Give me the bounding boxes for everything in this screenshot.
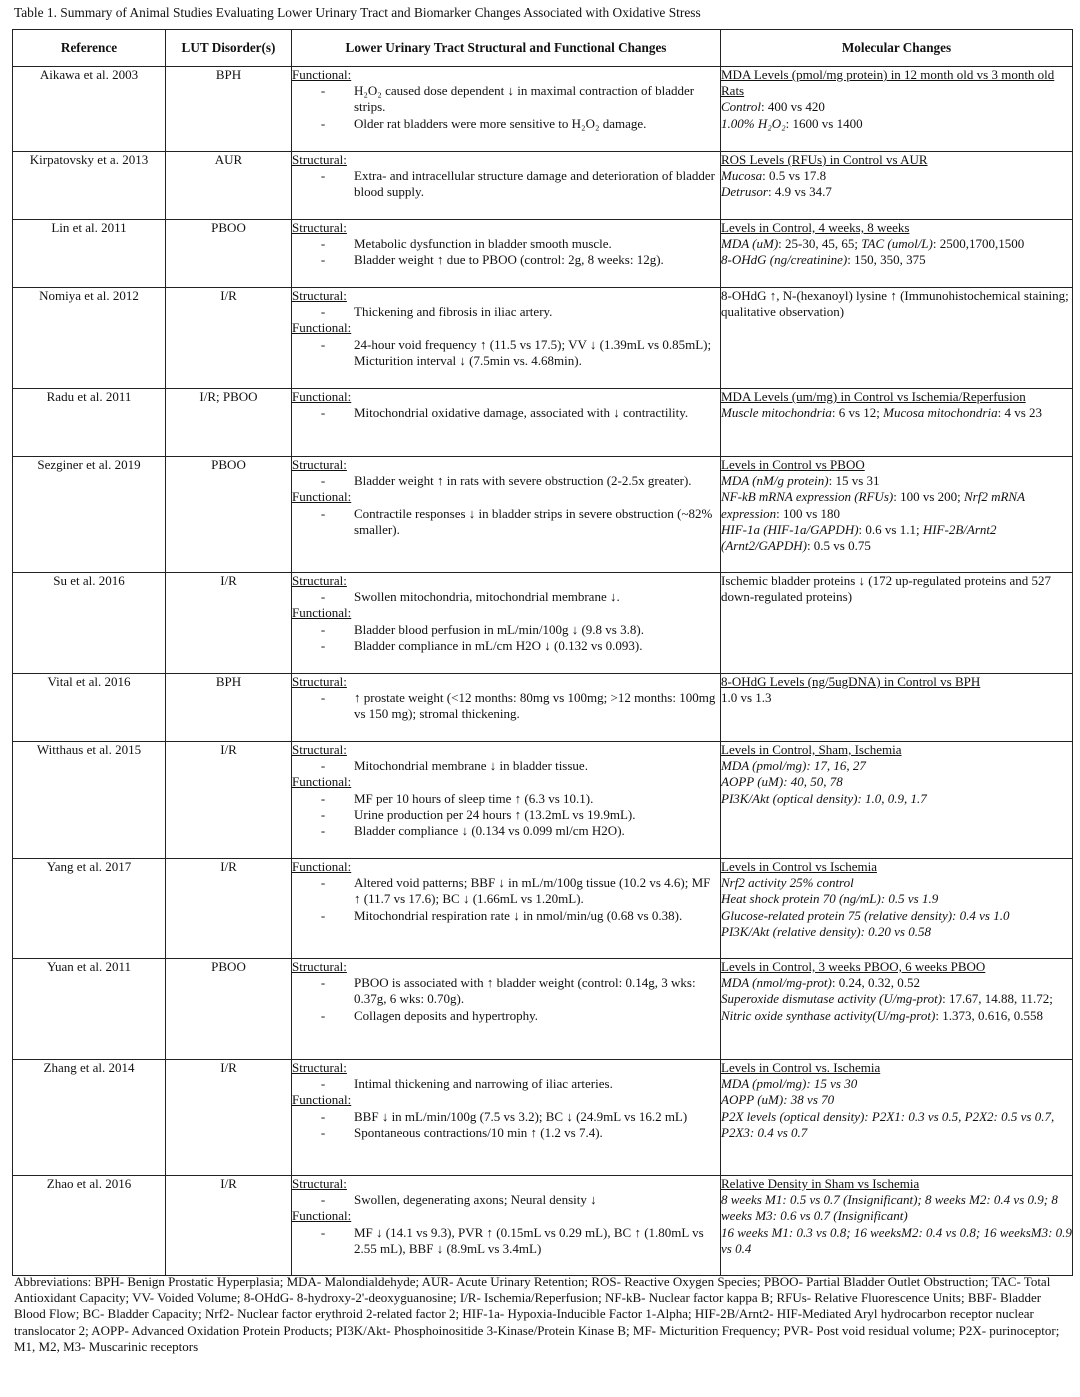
molecular-text: 8-OHdG (ng/creatinine) — [721, 252, 848, 268]
functional-bullet-text: Mitochondrial oxidative damage, associated with ↓ contractility. — [354, 405, 689, 421]
molecular-text: : 100 vs 200; — [893, 489, 965, 505]
molecular-line — [721, 1109, 1072, 1141]
structural-bullet-text: Metabolic dysfunction in bladder smooth muscle. — [354, 236, 612, 252]
molecular-changes-cell — [721, 220, 1073, 288]
functional-bullet — [292, 405, 720, 421]
structural-label: Structural: — [292, 220, 347, 235]
table-row — [13, 742, 1073, 859]
bullet-dash: - — [320, 304, 326, 320]
bullet-dash: - — [320, 621, 326, 637]
reference-cell: Su et al. 2016 — [13, 573, 166, 674]
molecular-line — [721, 116, 1072, 132]
molecular-changes-cell — [721, 573, 1073, 674]
functional-bullet — [292, 791, 720, 807]
functional-bullet — [292, 807, 720, 823]
bullet-dash: - — [320, 1192, 326, 1208]
molecular-text: Heat shock protein 70 (ng/mL): 0.5 vs 1.9 — [721, 891, 939, 907]
bullet-dash: - — [320, 690, 326, 706]
reference-cell: Kirpatovsky et a. 2013 — [13, 152, 166, 220]
bullet-dash: - — [320, 875, 326, 891]
functional-bullet — [292, 1109, 720, 1125]
functional-bullet — [292, 1225, 720, 1257]
molecular-text: MDA (pmol/mg): 17, 16, 27 — [721, 758, 866, 774]
bullet-dash: - — [320, 1224, 326, 1240]
table-row — [13, 152, 1073, 220]
disorder-cell: PBOO — [166, 457, 292, 573]
functional-bullet — [292, 1125, 720, 1141]
functional-bullet — [292, 908, 720, 924]
functional-bullet-text: 24-hour void frequency ↑ (11.5 vs 17.5); VV ↓ (1.39mL vs 0.85mL); Micturition interval ↓ (7.5min vs. 4.68min). — [354, 336, 712, 368]
disorder-cell: I/R — [166, 859, 292, 959]
molecular-line — [721, 1192, 1072, 1224]
structural-label: Structural: — [292, 959, 347, 974]
molecular-text: : 17.67, 14.88, 11.72; — [942, 991, 1053, 1007]
reference-cell: Yang et al. 2017 — [13, 859, 166, 959]
functional-bullet-text: Bladder compliance ↓ (0.134 vs 0.099 ml/cm H2O). — [354, 823, 625, 839]
structural-bullet — [292, 168, 720, 200]
molecular-line — [721, 791, 1072, 807]
molecular-text: Detrusor — [721, 184, 768, 200]
molecular-text: Control — [721, 99, 761, 115]
table-row — [13, 674, 1073, 742]
structural-bullet — [292, 236, 720, 252]
molecular-line — [721, 774, 1072, 790]
disorder-cell: I/R — [166, 742, 292, 859]
molecular-changes-cell — [721, 389, 1073, 457]
bullet-dash: - — [320, 637, 326, 653]
header-lut-changes: Lower Urinary Tract Structural and Functional Changes — [292, 30, 721, 67]
lut-changes-cell — [292, 152, 721, 220]
table-body — [13, 67, 1073, 1276]
table-row — [13, 1060, 1073, 1176]
functional-bullet-text: MF per 10 hours of sleep time ↑ (6.3 vs 10.1). — [354, 790, 594, 806]
molecular-text: : 2500,1700,1500 — [932, 236, 1025, 252]
molecular-line — [721, 1092, 1072, 1108]
structural-label: Structural: — [292, 742, 347, 757]
molecular-text: : 15 vs 31 — [828, 473, 880, 489]
molecular-text: : 100 vs 180 — [776, 505, 841, 521]
structural-bullet — [292, 304, 720, 320]
bullet-dash: - — [320, 336, 326, 352]
molecular-text: TAC (umol/L) — [861, 236, 933, 252]
molecular-line — [721, 991, 1072, 1023]
molecular-line — [721, 573, 1072, 605]
molecular-line — [721, 875, 1072, 891]
molecular-header: 8-OHdG Levels (ng/5ugDNA) in Control vs BPH — [721, 674, 981, 689]
bullet-dash: - — [320, 1007, 326, 1023]
molecular-text: : 25-30, 45, 65; — [778, 236, 862, 252]
reference-cell: Witthaus et al. 2015 — [13, 742, 166, 859]
structural-bullet-text: ↑ prostate weight (<12 months: 80mg vs 100mg; >12 months: 100mg vs 150 mg); stromal thickening. — [354, 690, 716, 722]
molecular-changes-cell — [721, 859, 1073, 959]
functional-bullet — [292, 875, 720, 907]
molecular-text: 8 weeks M1: 0.5 vs 0.7 (Insignificant); 8 weeks M2: 0.4 vs 0.9; 8 weeks M3: 0.6 vs 0.7 (Insignificant) — [721, 1192, 1058, 1224]
molecular-text: : 1600 vs 1400 — [785, 115, 863, 131]
functional-bullet — [292, 638, 720, 654]
structural-label: Structural: — [292, 573, 347, 588]
bullet-dash: - — [320, 907, 326, 923]
functional-bullet-text: Altered void patterns; BBF ↓ in mL/m/100g tissue (10.2 vs 4.6); MF ↑ (11.7 vs 17.6); BC ↓ (1.66mL vs 1.20mL). — [354, 875, 711, 907]
molecular-text: PI3K/Akt (relative density): 0.20 vs 0.58 — [721, 923, 931, 939]
molecular-text: : 0.5 vs 0.75 — [806, 538, 871, 554]
table-row — [13, 573, 1073, 674]
bullet-dash: - — [320, 252, 326, 268]
molecular-text: Glucose-related protein 75 (relative density): 0.4 vs 1.0 — [721, 907, 1010, 923]
molecular-text: : 4 vs 23 — [997, 405, 1043, 421]
structural-bullet-text: Bladder weight ↑ due to PBOO (control: 2g, 8 weeks: 12g). — [354, 252, 664, 268]
functional-label: Functional: — [292, 774, 352, 790]
bullet-dash: - — [320, 589, 326, 605]
functional-label: Functional: — [292, 859, 352, 874]
molecular-text: : 0.5 vs 17.8 — [762, 168, 827, 184]
functional-label: Functional: — [292, 389, 352, 404]
reference-cell: Lin et al. 2011 — [13, 220, 166, 288]
molecular-header: ROS Levels (RFUs) in Control vs AUR — [721, 152, 928, 167]
functional-bullet-text: Contractile responses ↓ in bladder strips in severe obstruction (~82% smaller). — [354, 505, 713, 537]
molecular-line — [721, 252, 1072, 268]
molecular-line — [721, 758, 1072, 774]
lut-changes-cell — [292, 1176, 721, 1276]
molecular-header: Levels in Control vs. Ischemia — [721, 1060, 881, 1075]
disorder-cell: I/R — [166, 1176, 292, 1276]
molecular-text: Nrf2 activity 25% control — [721, 875, 854, 891]
molecular-text: P2X levels (optical density): P2X1: 0.3 vs 0.5, P2X2: 0.5 vs 0.7, P2X3: 0.4 vs 0.7 — [721, 1108, 1055, 1140]
table-row — [13, 959, 1073, 1060]
reference-cell: Vital et al. 2016 — [13, 674, 166, 742]
molecular-line — [721, 473, 1072, 489]
table-row — [13, 220, 1073, 288]
functional-bullet-text: H₂O₂ caused dose dependent ↓ in maximal contraction of bladder strips. — [354, 83, 695, 115]
bullet-dash: - — [320, 1076, 326, 1092]
molecular-text: 1.0 vs 1.3 — [721, 690, 772, 706]
lut-changes-cell — [292, 67, 721, 152]
bullet-dash: - — [320, 83, 326, 99]
structural-bullet — [292, 758, 720, 774]
bullet-dash: - — [320, 473, 326, 489]
molecular-text: Muscle mitochondria — [721, 405, 832, 421]
molecular-changes-cell — [721, 457, 1073, 573]
structural-label: Structural: — [292, 152, 347, 167]
molecular-changes-cell — [721, 959, 1073, 1060]
disorder-cell: PBOO — [166, 959, 292, 1060]
functional-bullet — [292, 823, 720, 839]
molecular-line — [721, 1225, 1072, 1257]
molecular-text: MDA (nmol/mg-prot) — [721, 975, 832, 991]
bullet-dash: - — [320, 405, 326, 421]
molecular-text: : 400 vs 420 — [760, 99, 825, 115]
lut-changes-cell — [292, 573, 721, 674]
molecular-text: MDA (pmol/mg): 15 vs 30 — [721, 1076, 858, 1092]
table-row — [13, 457, 1073, 573]
molecular-changes-cell — [721, 742, 1073, 859]
bullet-dash: - — [320, 758, 326, 774]
reference-cell: Yuan et al. 2011 — [13, 959, 166, 1060]
reference-cell: Radu et al. 2011 — [13, 389, 166, 457]
molecular-text: Nrf2 mRNA expression — [721, 489, 1025, 521]
molecular-line — [721, 236, 1072, 252]
molecular-header: Levels in Control, Sham, Ischemia — [721, 742, 902, 757]
structural-bullet — [292, 1076, 720, 1092]
molecular-text: Superoxide dismutase activity (U/mg-prot) — [721, 991, 943, 1007]
molecular-changes-cell — [721, 67, 1073, 152]
reference-cell: Nomiya et al. 2012 — [13, 288, 166, 389]
functional-bullet-text: BBF ↓ in mL/min/100g (7.5 vs 3.2); BC ↓ (24.9mL vs 16.2 mL) — [354, 1108, 688, 1124]
molecular-line — [721, 288, 1072, 320]
molecular-text: Ischemic bladder proteins ↓ (172 up-regulated proteins and 527 down-regulated proteins) — [721, 573, 1051, 605]
bullet-dash: - — [320, 823, 326, 839]
reference-cell: Zhang et al. 2014 — [13, 1060, 166, 1176]
molecular-text: 8-OHdG ↑, N-(hexanoyl) lysine ↑ (Immunohistochemical staining; qualitative observation) — [721, 288, 1069, 320]
molecular-line — [721, 908, 1072, 924]
structural-label: Structural: — [292, 1176, 347, 1191]
molecular-header: MDA Levels (pmol/mg protein) in 12 month old vs 3 month old Rats — [721, 67, 1055, 99]
lut-changes-cell — [292, 1060, 721, 1176]
table-row — [13, 67, 1073, 152]
disorder-cell: AUR — [166, 152, 292, 220]
structural-bullet-text: PBOO is associated with ↑ bladder weight (control: 0.14g, 3 wks: 0.37g, 6 wks: 0.70g). — [354, 975, 696, 1007]
functional-label: Functional: — [292, 489, 352, 505]
molecular-header: Levels in Control, 3 weeks PBOO, 6 weeks PBOO — [721, 959, 986, 974]
header-reference: Reference — [13, 30, 166, 67]
molecular-text: MDA (nM/g protein) — [721, 473, 829, 489]
structural-label: Structural: — [292, 674, 347, 689]
structural-label: Structural: — [292, 457, 347, 472]
structural-bullet-text: Intimal thickening and narrowing of iliac arteries. — [354, 1076, 613, 1092]
molecular-text: : 1.373, 0.616, 0.558 — [935, 1007, 1043, 1023]
molecular-line — [721, 924, 1072, 940]
disorder-cell: BPH — [166, 674, 292, 742]
reference-cell: Aikawa et al. 2003 — [13, 67, 166, 152]
lut-changes-cell — [292, 674, 721, 742]
structural-bullet-text: Collagen deposits and hypertrophy. — [354, 1007, 539, 1023]
molecular-header: Levels in Control, 4 weeks, 8 weeks — [721, 220, 910, 235]
functional-bullet — [292, 337, 720, 369]
lut-changes-cell — [292, 389, 721, 457]
structural-bullet-text: Swollen, degenerating axons; Neural density ↓ — [354, 1192, 597, 1208]
molecular-header: Relative Density in Sham vs Ischemia — [721, 1176, 920, 1191]
structural-bullet — [292, 252, 720, 268]
lut-changes-cell — [292, 457, 721, 573]
table-header-row — [13, 30, 1073, 67]
table-row — [13, 288, 1073, 389]
header-lut-disorder: LUT Disorder(s) — [166, 30, 292, 67]
functional-label: Functional: — [292, 1092, 352, 1108]
molecular-text: : 0.24, 0.32, 0.52 — [831, 975, 920, 991]
table-row — [13, 859, 1073, 959]
structural-bullet-text: Bladder weight ↑ in rats with severe obstruction (2-2.5x greater). — [354, 473, 692, 489]
lut-changes-cell — [292, 288, 721, 389]
molecular-text: PI3K/Akt (optical density): 1.0, 0.9, 1.7 — [721, 790, 927, 806]
structural-label: Structural: — [292, 288, 347, 303]
functional-label: Functional: — [292, 320, 352, 336]
molecular-text: Mucosa — [721, 168, 763, 184]
molecular-text: MDA (uM) — [721, 236, 779, 252]
molecular-text: : 4.9 vs 34.7 — [767, 184, 832, 200]
functional-bullet — [292, 506, 720, 538]
molecular-line — [721, 99, 1072, 115]
molecular-line — [721, 522, 1072, 554]
bullet-dash: - — [320, 236, 326, 252]
functional-label: Functional: — [292, 605, 352, 621]
bullet-dash: - — [320, 1124, 326, 1140]
molecular-line — [721, 1076, 1072, 1092]
molecular-text: AOPP (uM): 40, 50, 78 — [721, 774, 843, 790]
molecular-changes-cell — [721, 152, 1073, 220]
molecular-header: Levels in Control vs Ischemia — [721, 859, 877, 874]
molecular-text: HIF-2B/Arnt2 (Arnt2/GAPDH) — [721, 521, 997, 554]
molecular-line — [721, 690, 1072, 706]
functional-bullet-text: Older rat bladders were more sensitive to H₂O₂ damage. — [354, 115, 647, 131]
molecular-text: AOPP (uM): 38 vs 70 — [721, 1092, 835, 1108]
molecular-line — [721, 184, 1072, 200]
header-molecular-changes: Molecular Changes — [721, 30, 1073, 67]
structural-bullet — [292, 690, 720, 722]
structural-bullet-text: Extra- and intracellular structure damage and deterioration of bladder blood supply. — [354, 168, 715, 200]
reference-cell: Zhao et al. 2016 — [13, 1176, 166, 1276]
molecular-text: Mucosa mitochondria — [883, 405, 998, 421]
molecular-changes-cell — [721, 1176, 1073, 1276]
structural-bullet — [292, 975, 720, 1007]
functional-label: Functional: — [292, 1208, 352, 1224]
functional-bullet-text: MF ↓ (14.1 vs 9.3), PVR ↑ (0.15mL vs 0.29 mL), BC ↑ (1.80mL vs 2.55 mL), BBF ↓ (8.9mL vs 3.4mL) — [354, 1224, 704, 1256]
functional-bullet-text: Urine production per 24 hours ↑ (13.2mL vs 19.9mL). — [354, 806, 636, 822]
molecular-changes-cell — [721, 1060, 1073, 1176]
structural-bullet-text: Mitochondrial membrane ↓ in bladder tissue. — [354, 758, 588, 774]
molecular-text: 1.00% H₂O₂ — [721, 115, 786, 131]
molecular-line — [721, 489, 1072, 521]
bullet-dash: - — [320, 168, 326, 184]
molecular-header: MDA Levels (um/mg) in Control vs Ischemia/Reperfusion — [721, 389, 1026, 404]
functional-bullet — [292, 83, 720, 115]
structural-bullet — [292, 1192, 720, 1208]
lut-changes-cell — [292, 220, 721, 288]
disorder-cell: I/R; PBOO — [166, 389, 292, 457]
lut-changes-cell — [292, 959, 721, 1060]
bullet-dash: - — [320, 790, 326, 806]
table-row — [13, 389, 1073, 457]
structural-bullet-text: Swollen mitochondria, mitochondrial membrane ↓. — [354, 589, 620, 605]
bullet-dash: - — [320, 975, 326, 991]
table-row — [13, 1176, 1073, 1276]
molecular-line — [721, 168, 1072, 184]
structural-label: Structural: — [292, 1060, 347, 1075]
molecular-text: : 0.6 vs 1.1; — [858, 521, 923, 537]
molecular-changes-cell — [721, 288, 1073, 389]
structural-bullet — [292, 473, 720, 489]
disorder-cell: I/R — [166, 573, 292, 674]
lut-changes-cell — [292, 742, 721, 859]
molecular-text: Nitric oxide synthase activity(U/mg-prot) — [721, 1007, 936, 1023]
functional-bullet — [292, 116, 720, 132]
molecular-text: 16 weeks M1: 0.3 vs 0.8; 16 weeksM2: 0.4 vs 0.8; 16 weeksM3: 0.9 vs 0.4 — [721, 1224, 1072, 1256]
disorder-cell: I/R — [166, 288, 292, 389]
functional-bullet-text: Bladder compliance in mL/cm H2O ↓ (0.132 vs 0.093). — [354, 637, 643, 653]
functional-bullet-text: Mitochondrial respiration rate ↓ in nmol/min/ug (0.68 vs 0.38). — [354, 907, 683, 923]
disorder-cell: BPH — [166, 67, 292, 152]
functional-label: Functional: — [292, 67, 352, 82]
reference-cell: Sezginer et al. 2019 — [13, 457, 166, 573]
functional-bullet-text: Spontaneous contractions/10 min ↑ (1.2 vs 7.4). — [354, 1124, 603, 1140]
bullet-dash: - — [320, 1108, 326, 1124]
disorder-cell: PBOO — [166, 220, 292, 288]
structural-bullet — [292, 1008, 720, 1024]
molecular-text: : 150, 350, 375 — [847, 252, 926, 268]
molecular-line — [721, 975, 1072, 991]
functional-bullet — [292, 622, 720, 638]
summary-table — [12, 29, 1073, 1276]
bullet-dash: - — [320, 505, 326, 521]
bullet-dash: - — [320, 115, 326, 131]
molecular-line — [721, 891, 1072, 907]
structural-bullet — [292, 589, 720, 605]
molecular-text: HIF-1a (HIF-1a/GAPDH) — [721, 521, 859, 537]
bullet-dash: - — [320, 806, 326, 822]
structural-bullet-text: Thickening and fibrosis in iliac artery. — [354, 304, 553, 320]
table-caption: Table 1. Summary of Animal Studies Evaluating Lower Urinary Tract and Biomarker Changes Associated with Oxidative Stress — [14, 5, 701, 20]
molecular-header: Levels in Control vs PBOO — [721, 457, 865, 472]
molecular-text: NF-kB mRNA expression (RFUs) — [721, 489, 894, 505]
abbreviations-footnote: Abbreviations: BPH- Benign Prostatic Hyperplasia; MDA- Malondialdehyde; AUR- Acute Urinary Retention; ROS- Reactive Oxygen Species; PBOO- Partial Bladder Outlet Obstruction; TAC- Total Antioxidant Capacity; VV- Voided Volume; 8-OHdG- 8-hydroxy-2'-deoxyguanosine; I/R- Ischemia/Reperfusion; NF-kB- Nuclear factor kappa B; RFUs- Relative Fluorescence Units; BBF- Bladder Blood Flow; BC- Bladder Capacity; Nrf2- Nuclear factor erythroid 2-related factor 2; HIF-1a- Hypoxia-Inducible Factor 1-Alpha; HIF-2B/Arnt2- HIF-Mediated Aryl hydrocarbon receptor nuclear translocator 2; AOPP- Advanced Oxidation Protein Products; PI3K/Akt- Phosphoinositide 3-Kinase/Protein Kinase B; MF- Micturition Frequency; PVR- Post void residual volume; P2X- purinoceptor; M1, M2, M3- Muscarinic receptors — [14, 1274, 1060, 1354]
molecular-line — [721, 405, 1072, 421]
lut-changes-cell — [292, 859, 721, 959]
disorder-cell: I/R — [166, 1060, 292, 1176]
functional-bullet-text: Bladder blood perfusion in mL/min/100g ↓ (9.8 vs 3.8). — [354, 621, 644, 637]
molecular-text: : 6 vs 12; — [831, 405, 884, 421]
molecular-changes-cell — [721, 674, 1073, 742]
